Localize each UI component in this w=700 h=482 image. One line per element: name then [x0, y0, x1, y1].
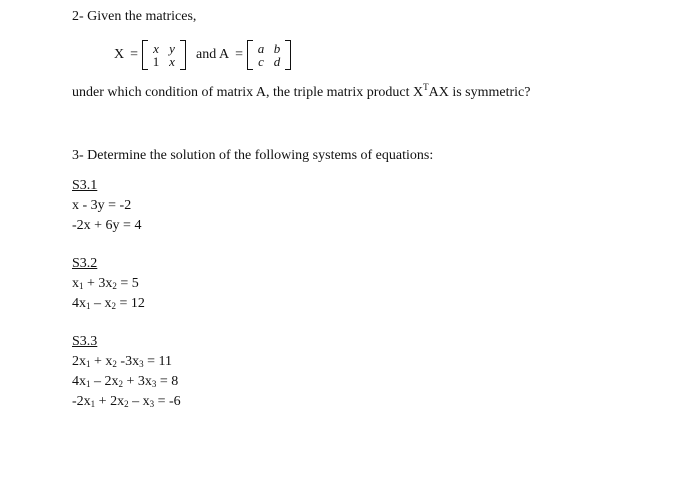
matrix-x-cell: x	[153, 41, 159, 56]
system-s33-equation-1: $2x_1 + x_2$ $-3x_3 = 11$	[72, 354, 172, 369]
equals-sign: =	[130, 47, 139, 62]
matrix-x-label: X	[114, 47, 125, 62]
system-s33-label: S3.3	[72, 334, 98, 349]
matrix-x-cell: 1	[152, 54, 160, 69]
matrix-definitions	[114, 38, 295, 72]
right-bracket	[180, 40, 186, 70]
matrix-a-cell: d	[273, 54, 281, 69]
matrix-a-cell: a	[257, 41, 265, 56]
matrix-a-cell: b	[273, 41, 281, 56]
matrix-a	[247, 40, 291, 70]
system-s31-equation-2: -2x + 6y = 4	[72, 218, 142, 233]
system-s32-equation-2: $4x_1 - x_2 = 12$	[72, 296, 145, 311]
question-2-text	[72, 82, 531, 101]
matrix-x-cell: x	[169, 54, 175, 69]
question-2-text-part1: under which condition of matrix A, the triple matrix product X	[72, 85, 424, 100]
matrix-x	[142, 40, 186, 70]
system-s32-equation-1: $x_1 + 3x_2 = 5$	[72, 276, 139, 291]
system-s31-label: S3.1	[72, 178, 98, 193]
equals-sign: =	[235, 47, 243, 62]
transpose-superscript: T	[423, 82, 429, 92]
system-s31-equation-1: x - 3y = -2	[72, 198, 132, 213]
system-s33-equation-2: $4x_1 - 2x_2 + 3x_3 = 8$	[72, 374, 179, 389]
system-s33-equation-3: $-2x_1 + 2x_2 - x_3 = -6$	[72, 394, 181, 409]
matrix-x-cell: y	[169, 41, 175, 56]
question-3-heading: 3- Determine the solution of the following systems of equations:	[72, 148, 434, 163]
question-2-heading: 2- Given the matrices,	[72, 9, 197, 24]
connector-text: and A	[196, 47, 230, 62]
question-2-text-part2: AX is symmetric?	[428, 85, 531, 100]
right-bracket	[285, 40, 291, 70]
system-s32-label: S3.2	[72, 256, 98, 271]
matrix-a-cell: c	[258, 54, 264, 69]
